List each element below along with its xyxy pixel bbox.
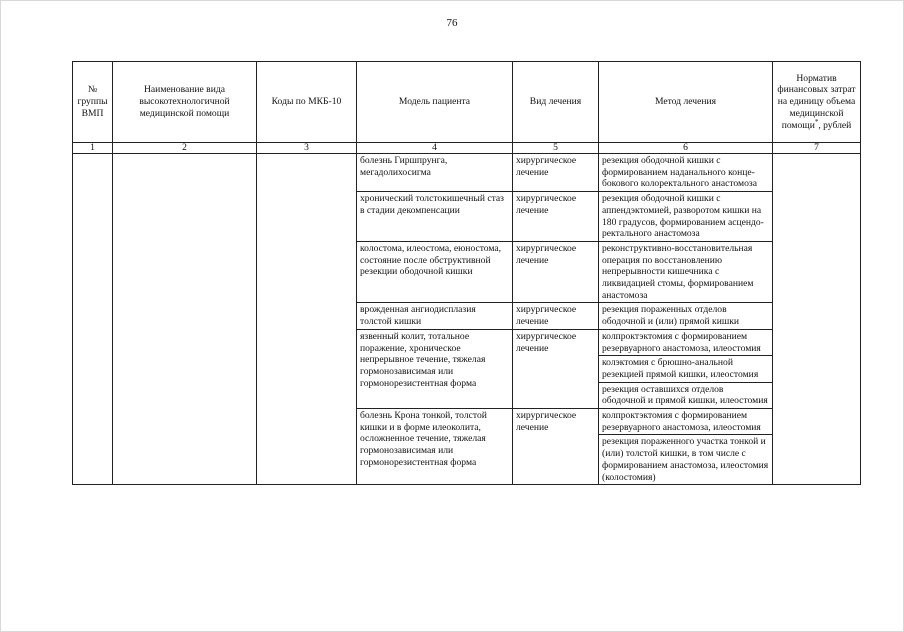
vmp-table	[72, 61, 861, 485]
header-cost-norm-unit: , рублей	[818, 119, 852, 131]
care-type-cell	[113, 154, 257, 485]
treatment-method-cell: колпроктэктомия с формированием резервуарного анастомоза, илеостомия	[599, 329, 773, 355]
table-row	[73, 154, 861, 192]
patient-model-cell: колостома, илеостома, еюностома, состояние после обструктивной резекции ободочной кишки	[357, 241, 513, 303]
header-cost-norm	[773, 62, 861, 143]
column-number-row	[73, 143, 861, 154]
column-number: 7	[773, 143, 861, 154]
column-number: 1	[73, 143, 113, 154]
header-cost-norm-footnote-mark: *	[814, 117, 819, 126]
patient-model-cell: язвенный колит, тотальное поражение, хроническое непрерывное течение, тяжелая гормонозависимая или гормонорезистентная форма	[357, 329, 513, 408]
table-header-row	[73, 62, 861, 143]
patient-model-cell: хронический толстокишечный стаз в стадии декомпенсации	[357, 192, 513, 242]
treatment-method-cell: резекция ободочной кишки с формированием наданального конце-бокового колоректального анастомоза	[599, 154, 773, 192]
treatment-type-cell: хирургическое лечение	[513, 241, 599, 303]
column-number: 2	[113, 143, 257, 154]
treatment-method-cell: резекция пораженных отделов ободочной и (или) прямой кишки	[599, 303, 773, 329]
patient-model-cell: болезнь Гиршпрунга, мегадолихосигма	[357, 154, 513, 192]
treatment-method-cell: колэктомия с брюшно-анальной резекцией прямой кишки, илеостомия	[599, 356, 773, 382]
column-number: 5	[513, 143, 599, 154]
column-number: 3	[257, 143, 357, 154]
icd-codes-cell	[257, 154, 357, 485]
treatment-method-cell: резекция ободочной кишки с аппендэктомией, разворотом кишки на 180 градусов, формированием асцендо-ректального анастомоза	[599, 192, 773, 242]
group-number-cell	[73, 154, 113, 485]
patient-model-cell: врожденная ангиодисплазия толстой кишки	[357, 303, 513, 329]
page-number: 76	[446, 17, 458, 29]
treatment-type-cell: хирургическое лечение	[513, 154, 599, 192]
treatment-method-cell: реконструктивно-восстановительная операция по восстановлению непрерывности кишечника с ликвидацией стомы, формированием анастомоза	[599, 241, 773, 303]
treatment-method-cell: резекция пораженного участка тонкой и (или) толстой кишки, в том числе с формированием анастомоза, илеостомия (колостомия)	[599, 435, 773, 485]
treatment-method-cell: резекция оставшихся отделов ободочной и прямой кишки, илеостомия	[599, 382, 773, 408]
header-icd-codes: Коды по МКБ-10	[257, 62, 357, 143]
cost-norm-cell	[773, 154, 861, 485]
header-treatment-type: Вид лечения	[513, 62, 599, 143]
treatment-type-cell: хирургическое лечение	[513, 192, 599, 242]
treatment-type-cell: хирургическое лечение	[513, 329, 599, 408]
header-patient-model: Модель пациента	[357, 62, 513, 143]
column-number: 4	[357, 143, 513, 154]
treatment-type-cell: хирургическое лечение	[513, 303, 599, 329]
column-number: 6	[599, 143, 773, 154]
patient-model-cell: болезнь Крона тонкой, толстой кишки и в форме илеоколита, осложненное течение, тяжелая гормонозависимая или гормонорезистентная форма	[357, 409, 513, 485]
treatment-method-cell: колпроктэктомия с формированием резервуарного анастомоза, илеостомия	[599, 409, 773, 435]
header-group-number: № группы ВМП	[73, 62, 113, 143]
treatment-type-cell: хирургическое лечение	[513, 409, 599, 485]
header-care-type: Наименование вида высокотехнологичной медицинской помощи	[113, 62, 257, 143]
header-cost-norm-text: Норматив финансовых затрат на единицу объема медицинской помощи	[777, 72, 856, 131]
header-treatment-method: Метод лечения	[599, 62, 773, 143]
